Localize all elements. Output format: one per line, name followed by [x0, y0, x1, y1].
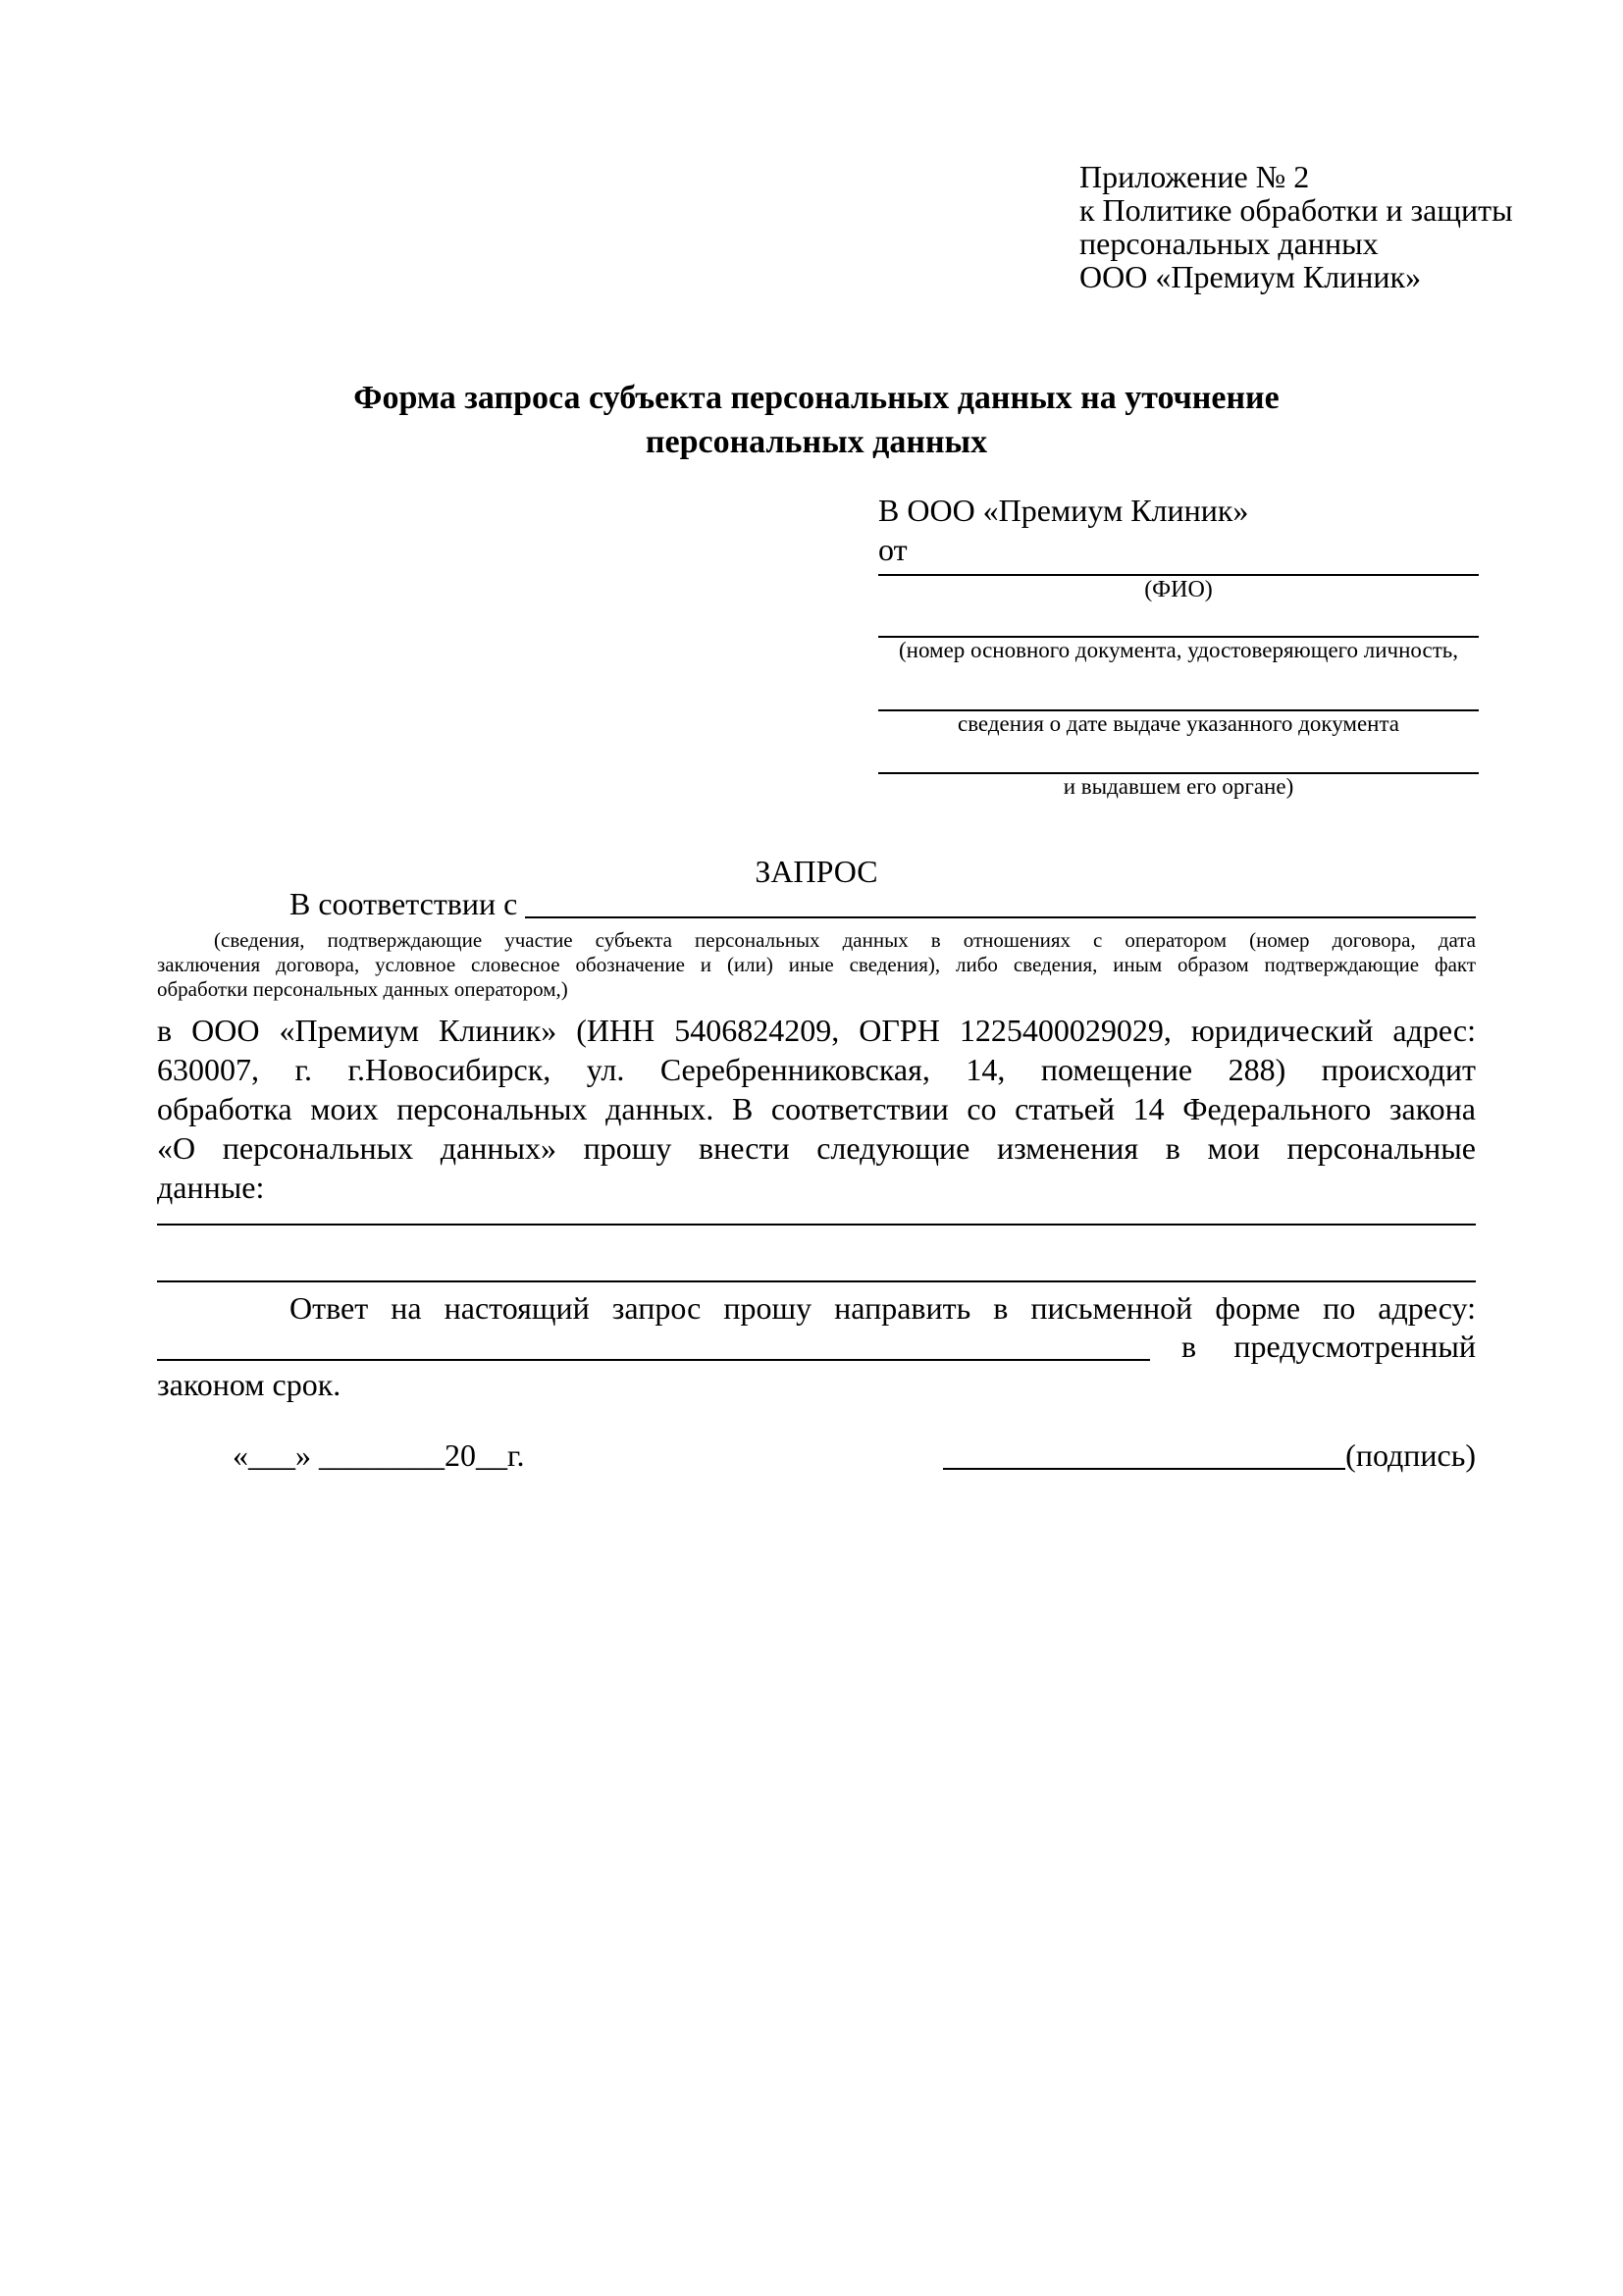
reply-word: в: [1181, 1329, 1197, 1364]
accordance-blank-line: [525, 885, 1476, 918]
reply-row-text: [1150, 1328, 1476, 1365]
issue-date-blank-line: [878, 663, 1479, 711]
issuing-authority-blank-line: [878, 737, 1479, 774]
fio-blank-line: [878, 569, 1479, 576]
appendix-line: к Политике обработки и защиты: [1079, 192, 1513, 228]
document-number-caption: (номер основного документа, удостоверяющего личность,: [898, 638, 1458, 662]
reply-address-row: [157, 1328, 1476, 1365]
changes-blank-line-1: [157, 1224, 1476, 1226]
addressee-from-label: от: [878, 532, 908, 567]
appendix-block: [1079, 160, 1513, 293]
fio-caption: (ФИО): [1144, 577, 1213, 602]
changes-blank-line-2: [157, 1280, 1476, 1282]
reply-line: законом срок.: [157, 1367, 341, 1402]
date-blank-text: «___» ________20__г.: [233, 1437, 525, 1473]
document-title-line: Форма запроса субъекта персональных данных на уточнение: [353, 380, 1280, 416]
body-line: 630007, г. г.Новосибирск, ул. Серебренниковская, 14, помещение 288) происходит: [157, 1052, 1476, 1087]
small-print-line: (сведения, подтверждающие участие субъекта персональных данных в отношениях с оператором (номер договора, дата: [214, 928, 1476, 952]
body-line: данные:: [157, 1170, 265, 1205]
small-print-note: [157, 928, 1476, 1002]
footer-row: [157, 1435, 1476, 1475]
small-print-line: заключения договора, условное словесное обозначение и (или) иные сведения), либо сведения, иным образом подтверждающие факт: [157, 953, 1476, 976]
accordance-prefix: В соответствии с: [289, 886, 518, 921]
accordance-row: [157, 885, 1476, 922]
appendix-line: Приложение № 2: [1079, 159, 1310, 194]
reply-paragraph: [157, 1288, 1476, 1404]
document-title: [157, 376, 1476, 464]
signature-blank-line: [943, 1435, 1345, 1470]
addressee-to: В ООО «Премиум Клиник»: [878, 493, 1249, 528]
appendix-line: персональных данных: [1079, 226, 1379, 261]
issuing-authority-caption: и выдавшем его органе): [1063, 774, 1294, 799]
signature-caption: (подпись): [1345, 1437, 1476, 1473]
document-number-blank-line: [878, 603, 1479, 638]
appendix-line: ООО «Премиум Клиник»: [1079, 259, 1422, 294]
body-line: «О персональных данных» прошу внести следующие изменения в мои персональные: [157, 1130, 1476, 1166]
small-print-line: обработки персональных данных оператором,): [157, 977, 568, 1001]
reply-word: предусмотренный: [1233, 1329, 1476, 1364]
document-title-line: персональных данных: [645, 424, 988, 460]
addressee-block: [878, 491, 1479, 800]
body-paragraph: [157, 1011, 1476, 1207]
body-line: обработка моих персональных данных. В соответствии со статьей 14 Федерального закона: [157, 1091, 1476, 1126]
address-blank-line: [157, 1328, 1150, 1361]
body-line: в ООО «Премиум Клиник» (ИНН 5406824209, ОГРН 1225400029029, юридический адрес:: [157, 1013, 1476, 1048]
signature-group: [943, 1435, 1476, 1475]
reply-line: Ответ на настоящий запрос прошу направить в письменной форме по адресу:: [289, 1290, 1476, 1326]
request-heading: ЗАПРОС: [755, 854, 878, 889]
issue-date-caption: сведения о дате выдаче указанного документа: [957, 711, 1400, 736]
